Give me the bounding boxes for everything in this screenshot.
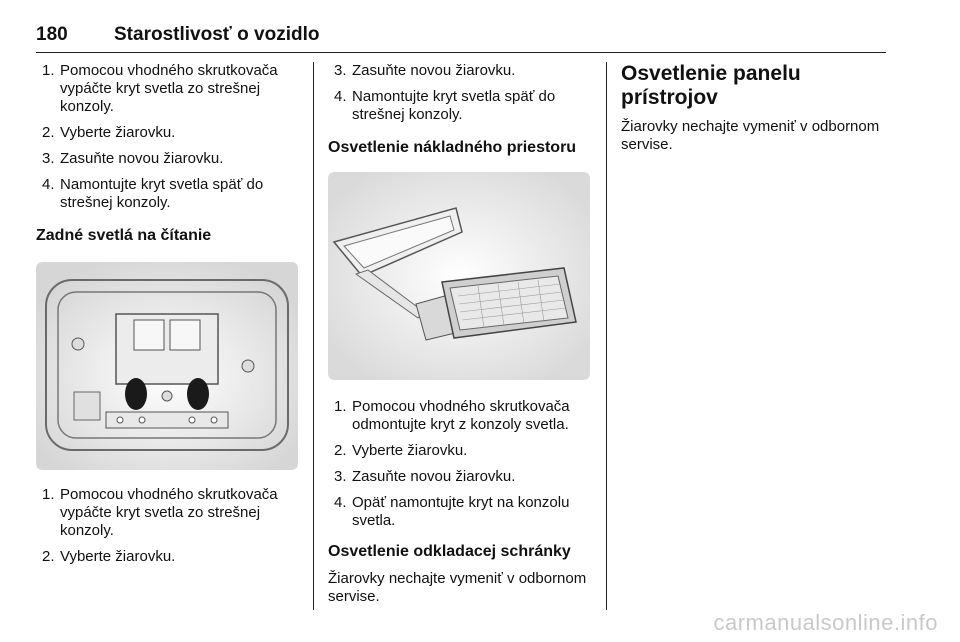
column-divider (313, 62, 314, 610)
watermark: carmanualsonline.info (713, 610, 938, 635)
section-heading: Zadné svetlá na čítanie (36, 227, 212, 244)
steps-list (36, 486, 298, 566)
list-item: 3. Zasuňte novou žiarovku. (334, 468, 516, 485)
section-heading: Osvetlenie odkladacej schránky (328, 543, 571, 560)
column-divider (606, 62, 607, 610)
column-2 (328, 62, 590, 606)
section-heading: Osvetlenie nákladného priestoru (328, 139, 577, 156)
paragraph: Žiarovky nechajte vymeniť v odbornom servise. (621, 118, 880, 153)
list-item: 2. Vyberte žiarovku. (42, 124, 176, 141)
page-number: 180 (36, 24, 68, 45)
list-item: 1. Pomocou vhodného skrutkovača vypáčte kryt svetla zo strešnej konzoly. (42, 486, 278, 539)
steps-list (328, 398, 590, 530)
list-item: 2. Vyberte žiarovku. (334, 442, 468, 459)
list-item: 4. Namontujte kryt svetla späť do strešnej konzoly. (334, 88, 556, 123)
list-item: 3. Zasuňte novou žiarovku. (42, 150, 224, 167)
list-item: 1. Pomocou vhodného skrutkovača odmontujte kryt z konzoly svetla. (334, 398, 570, 433)
column-1 (36, 62, 298, 574)
steps-list (328, 62, 590, 124)
list-item: 4. Opäť namontujte kryt na konzolu svetla. (334, 494, 570, 529)
page-header (36, 22, 886, 53)
list-item: 4. Namontujte kryt svetla späť do strešnej konzoly. (42, 176, 264, 211)
column-3 (621, 62, 891, 154)
paragraph: Žiarovky nechajte vymeniť v odbornom servise. (328, 570, 587, 605)
cargo-light-figure (328, 172, 590, 380)
steps-list (36, 62, 298, 212)
list-item: 2. Vyberte žiarovku. (42, 548, 176, 565)
list-item: 3. Zasuňte novou žiarovku. (334, 62, 516, 79)
reading-light-figure (36, 262, 298, 470)
page-title: Starostlivosť o vozidlo (114, 24, 320, 45)
list-item: 1. Pomocou vhodného skrutkovača vypáčte kryt svetla zo strešnej konzoly. (42, 62, 278, 115)
section-heading: Osvetlenie panelu prístrojov (621, 62, 801, 109)
